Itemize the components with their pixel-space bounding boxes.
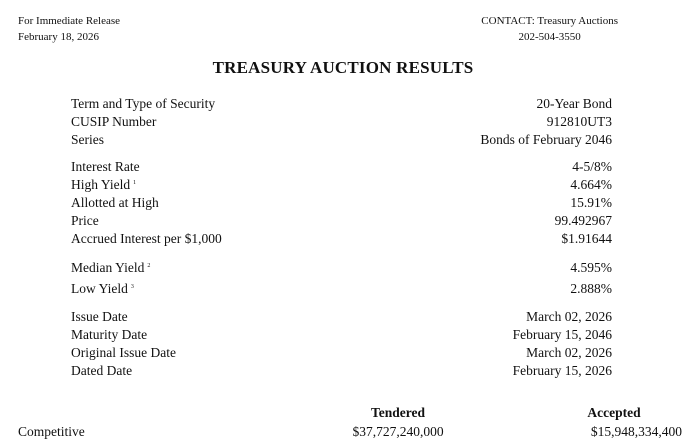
column-header-accepted: Accepted [587, 405, 641, 420]
contact-phone: 202-504-3550 [518, 31, 581, 43]
detail-row-high-yield [71, 176, 612, 194]
cusip-value: 912810UT3 [546, 114, 612, 129]
detail-row-series [71, 131, 612, 149]
release-header [18, 13, 120, 45]
allotted-value: 15.91% [570, 195, 612, 210]
column-header-tendered: Tendered [370, 405, 425, 420]
low-yield-label-wrap [71, 278, 134, 299]
competitive-tendered: $37,727,240,000 [352, 424, 444, 439]
competitive-accepted: $15,948,334,400 [590, 424, 682, 439]
interest-rate-label: Interest Rate [71, 159, 140, 174]
dated-date-label: Dated Date [71, 363, 133, 378]
row-label-competitive: Competitive [18, 424, 85, 439]
issue-date-value: March 02, 2026 [526, 309, 612, 324]
pricing-group [71, 158, 612, 248]
term-label: Term and Type of Security [71, 96, 216, 111]
yield-group [71, 257, 612, 299]
accrued-value: $1.91644 [561, 231, 612, 246]
low-yield-label: Low Yield [71, 281, 128, 296]
release-notice: For Immediate Release [18, 15, 121, 27]
price-label: Price [71, 213, 99, 228]
median-yield-label: Median Yield [71, 260, 145, 275]
price-value: 99.492967 [554, 213, 612, 228]
interest-rate-value: 4-5/8% [572, 159, 612, 174]
detail-row-interest-rate [71, 158, 612, 176]
release-date: February 18, 2026 [18, 31, 99, 43]
detail-row-dated-date [71, 362, 612, 380]
maturity-date-label: Maturity Date [71, 327, 148, 342]
detail-row-low-yield [71, 278, 612, 299]
high-yield-value: 4.664% [570, 177, 612, 192]
series-value: Bonds of February 2046 [480, 132, 612, 147]
contact-header [481, 13, 618, 45]
high-yield-label-wrap [71, 176, 136, 194]
detail-row-original-issue-date [71, 344, 612, 362]
dated-date-value: February 15, 2026 [512, 363, 612, 378]
term-value: 20-Year Bond [536, 96, 612, 111]
detail-row-term [71, 95, 612, 113]
original-issue-date-label: Original Issue Date [71, 345, 176, 360]
footnote-marker-2: 2 [147, 262, 151, 269]
original-issue-date-value: March 02, 2026 [526, 345, 612, 360]
security-group [71, 95, 612, 149]
median-yield-value: 4.595% [570, 260, 612, 275]
detail-row-allotted [71, 194, 612, 212]
allotted-label: Allotted at High [71, 195, 159, 210]
median-yield-label-wrap [71, 257, 150, 278]
page-title: TREASURY AUCTION RESULTS [212, 58, 474, 77]
cusip-label: CUSIP Number [71, 114, 157, 129]
dates-group [71, 308, 612, 380]
detail-row-maturity-date [71, 326, 612, 344]
detail-row-price [71, 212, 612, 230]
detail-row-accrued [71, 230, 612, 248]
detail-row-issue-date [71, 308, 612, 326]
detail-row-median-yield [71, 257, 612, 278]
accrued-label: Accrued Interest per $1,000 [71, 231, 222, 246]
high-yield-label: High Yield [71, 177, 131, 192]
footnote-marker-3: 3 [130, 283, 134, 290]
auction-details [71, 95, 612, 389]
series-label: Series [71, 132, 104, 147]
maturity-date-value: February 15, 2046 [512, 327, 612, 342]
detail-row-cusip [71, 113, 612, 131]
low-yield-value: 2.888% [570, 281, 612, 296]
contact-label: CONTACT: Treasury Auctions [481, 15, 618, 27]
issue-date-label: Issue Date [71, 309, 128, 324]
footnote-marker-1: 1 [133, 179, 137, 186]
